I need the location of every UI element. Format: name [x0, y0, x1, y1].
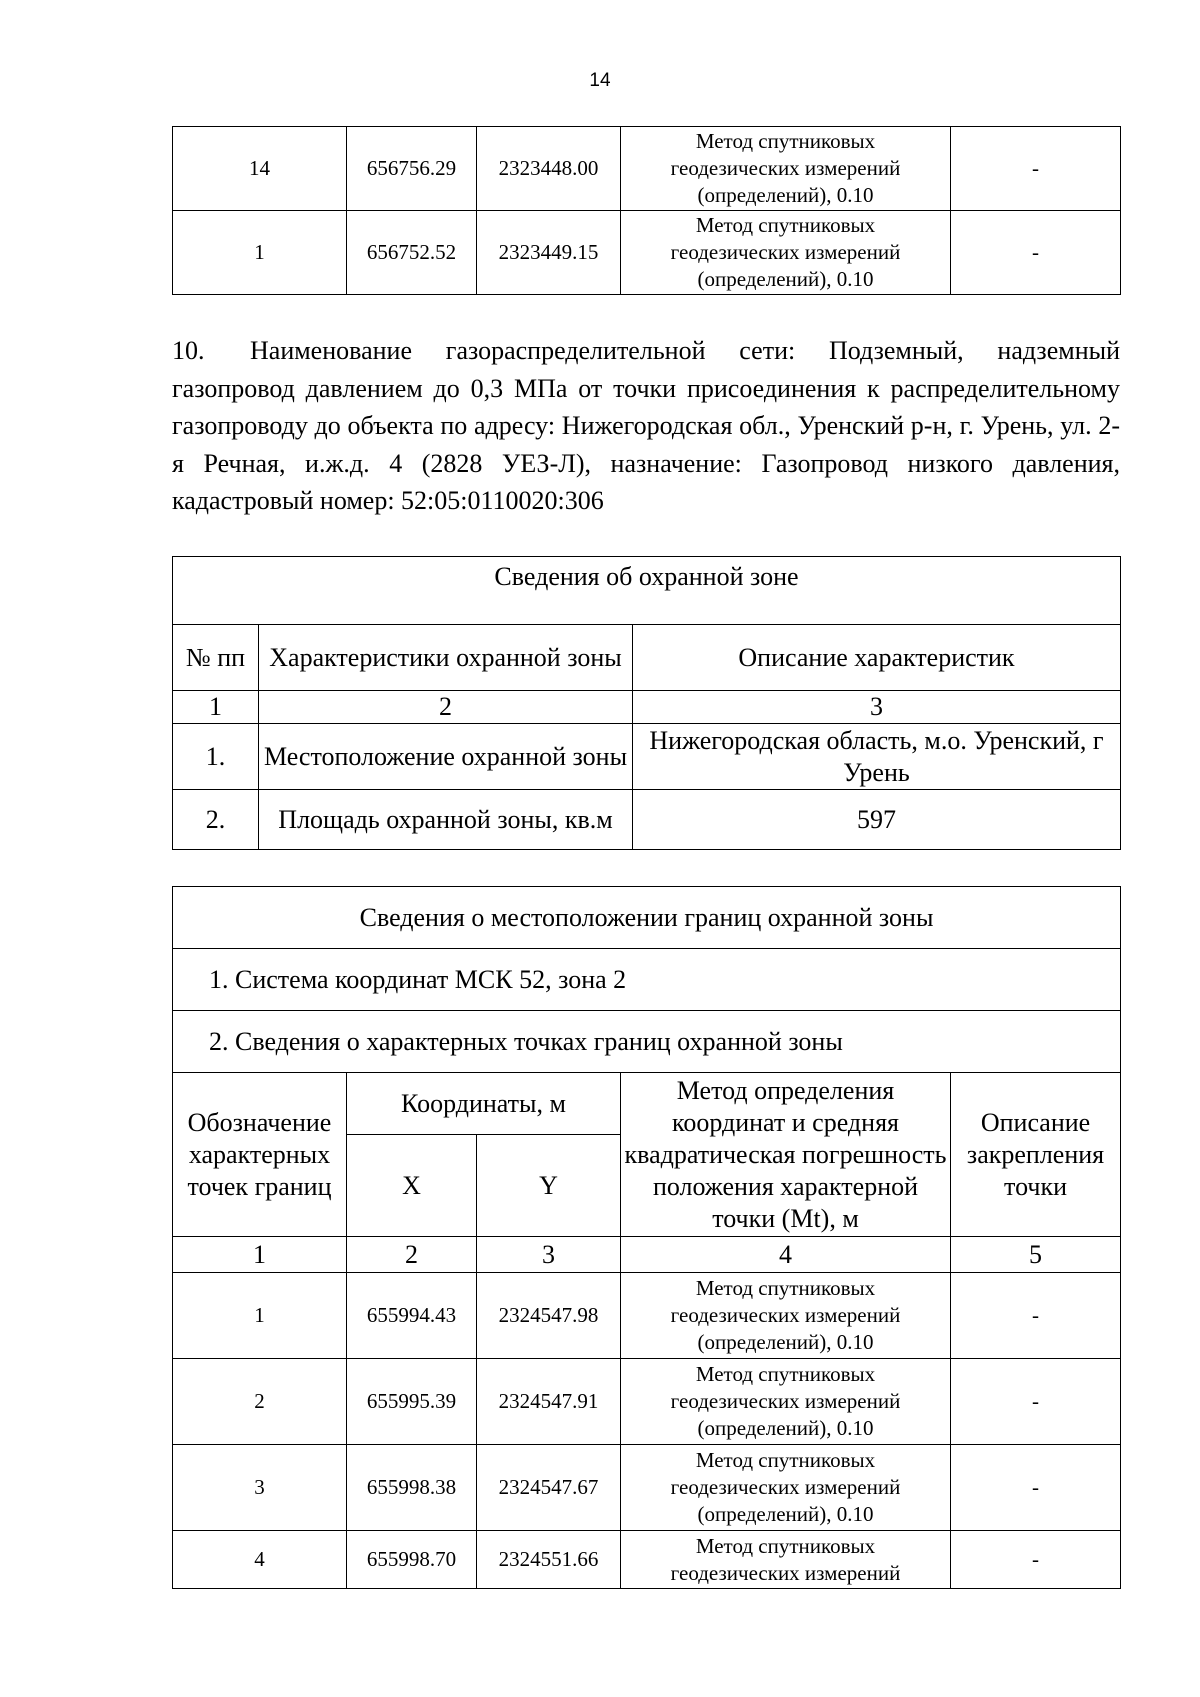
index-row	[173, 691, 1121, 724]
index-row	[173, 1237, 1121, 1273]
y-cell: 2324551.66	[477, 1531, 621, 1589]
page-number: 14	[589, 70, 611, 91]
index-cell: 4	[621, 1237, 951, 1273]
y-cell: 2324547.91	[477, 1359, 621, 1445]
index-cell: 2	[347, 1237, 477, 1273]
fixing-cell: -	[951, 1359, 1121, 1445]
header-coordinates: Координаты, м	[347, 1073, 621, 1135]
x-cell: 655998.70	[347, 1531, 477, 1589]
point-cell: 2	[173, 1359, 347, 1445]
method-line: (определений), 0.10	[697, 1330, 874, 1354]
method-line: Метод спутниковых	[695, 1448, 876, 1472]
index-cell: 5	[951, 1237, 1121, 1273]
method-line: (определений), 0.10	[697, 1502, 874, 1526]
method-line: Метод спутниковых	[695, 1276, 876, 1300]
method-line: (определений), 0.10	[697, 183, 874, 207]
method-cell	[621, 211, 951, 295]
paragraph-text: Наименование газораспределительной сети: Подземный, надземный газопровод давлением до 0,3 МПа от точки присоединения к распределительному газопроводу до объекта по адресу: Нижегородская обл., Уренский р-н, г. Урень, ул. 2-я Речная, и.ж.д. 4 (2828 УЕЗ-Л), назначение: Газопровод низкого давления, кадастровый номер: 52:05:0110020:306	[172, 336, 1120, 515]
boundary-table-title: Сведения о местоположении границ охранной зоны	[173, 887, 1121, 949]
table-row	[173, 790, 1121, 850]
header-designation: Обозначение характерных точек границ	[173, 1073, 347, 1237]
header-fixing: Описание закрепления точки	[951, 1073, 1121, 1237]
x-cell: 656752.52	[347, 211, 477, 295]
method-line: геодезических измерений	[670, 156, 901, 180]
table-row	[173, 211, 1121, 295]
x-cell: 655995.39	[347, 1359, 477, 1445]
coordinate-system-row	[173, 949, 1121, 1011]
network-description-paragraph	[172, 332, 1120, 520]
index-cell: 1	[173, 691, 259, 724]
row-description: Нижегородская область, м.о. Уренский, г Урень	[633, 724, 1121, 790]
boundary-location-table	[172, 886, 1121, 1589]
fixing-cell: -	[951, 1531, 1121, 1589]
y-cell: 2324547.67	[477, 1445, 621, 1531]
fixing-cell: -	[951, 1445, 1121, 1531]
continued-coordinates-table	[172, 126, 1121, 295]
index-cell: 1	[173, 1237, 347, 1273]
method-line: Метод спутниковых	[695, 1362, 876, 1386]
table-header-row	[173, 625, 1121, 691]
fixing-cell: -	[951, 1273, 1121, 1359]
method-line: геодезических измерений	[670, 1475, 901, 1499]
point-cell: 1	[173, 211, 347, 295]
method-line: геодезических измерений	[670, 1303, 901, 1327]
header-description: Описание характеристик	[633, 625, 1121, 691]
point-cell: 14	[173, 127, 347, 211]
table-row	[173, 1445, 1121, 1531]
method-cell	[621, 1445, 951, 1531]
row-number: 2.	[173, 790, 259, 850]
y-cell: 2324547.98	[477, 1273, 621, 1359]
method-line: геодезических измерений	[670, 1560, 901, 1585]
protection-zone-table	[172, 556, 1121, 850]
table-row	[173, 127, 1121, 211]
index-cell: 3	[633, 691, 1121, 724]
method-cell	[621, 127, 951, 211]
points-title: 2. Сведения о характерных точках границ охранной зоны	[173, 1011, 1121, 1073]
index-cell: 2	[259, 691, 633, 724]
method-line: геодезических измерений	[670, 1389, 901, 1413]
row-number: 1.	[173, 724, 259, 790]
fixing-cell: -	[951, 127, 1121, 211]
method-line: (определений), 0.10	[697, 267, 874, 291]
y-cell: 2323449.15	[477, 211, 621, 295]
paragraph-number: 10.	[172, 336, 205, 365]
header-method: Метод определения координат и средняя квадратическая погрешность положения характерной точки (Mt), м	[621, 1073, 951, 1237]
x-cell: 655994.43	[347, 1273, 477, 1359]
table-row	[173, 724, 1121, 790]
method-line: Метод спутниковых	[695, 129, 876, 153]
row-characteristic: Площадь охранной зоны, кв.м	[259, 790, 633, 850]
point-cell: 3	[173, 1445, 347, 1531]
row-characteristic: Местоположение охранной зоны	[259, 724, 633, 790]
method-line: геодезических измерений	[670, 240, 901, 264]
method-cell	[621, 1273, 951, 1359]
x-cell: 655998.38	[347, 1445, 477, 1531]
table-title-row	[173, 557, 1121, 625]
header-number: № пп	[173, 625, 259, 691]
method-line: Метод спутниковых	[695, 1533, 876, 1558]
method-line: (определений), 0.10	[697, 1416, 874, 1440]
y-cell: 2323448.00	[477, 127, 621, 211]
header-characteristic: Характеристики охранной зоны	[259, 625, 633, 691]
point-cell: 4	[173, 1531, 347, 1589]
point-cell: 1	[173, 1273, 347, 1359]
table-row	[173, 1359, 1121, 1445]
header-x: X	[347, 1135, 477, 1237]
row-description: 597	[633, 790, 1121, 850]
index-cell: 3	[477, 1237, 621, 1273]
table-header-row	[173, 1073, 1121, 1135]
table-row	[173, 1273, 1121, 1359]
method-cell	[621, 1531, 951, 1589]
fixing-cell: -	[951, 211, 1121, 295]
x-cell: 656756.29	[347, 127, 477, 211]
method-cell	[621, 1359, 951, 1445]
table-title-row	[173, 887, 1121, 949]
table-row	[173, 1531, 1121, 1589]
zone-table-title: Сведения об охранной зоне	[173, 557, 1121, 625]
coordinate-system: 1. Система координат МСК 52, зона 2	[173, 949, 1121, 1011]
header-y: Y	[477, 1135, 621, 1237]
method-line: Метод спутниковых	[695, 213, 876, 237]
points-title-row	[173, 1011, 1121, 1073]
